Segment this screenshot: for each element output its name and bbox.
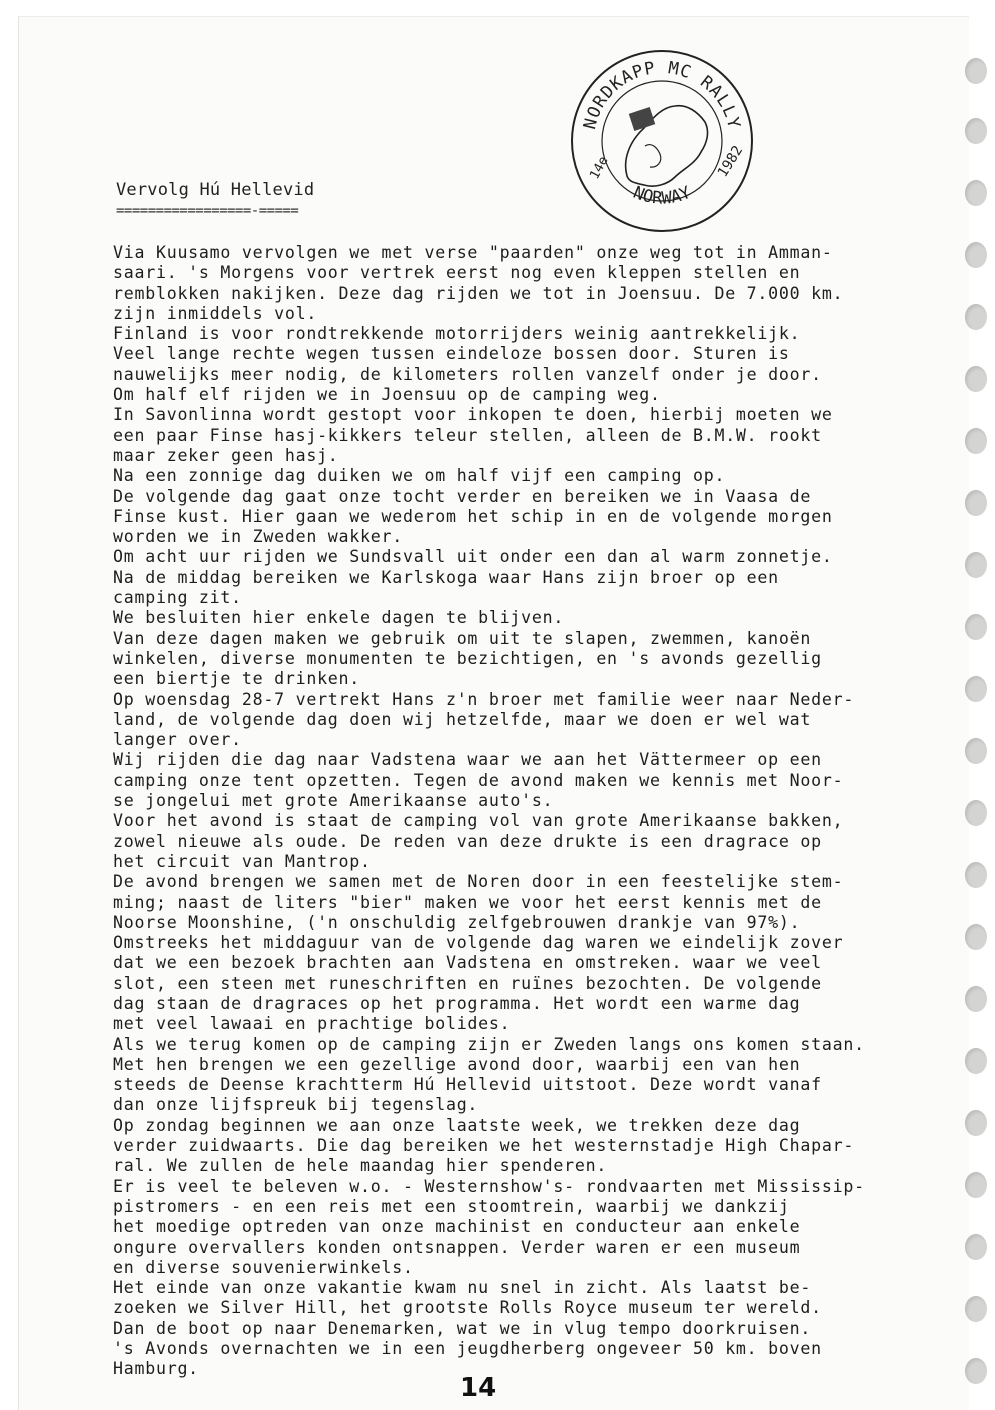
binder-hole xyxy=(965,366,987,392)
paragraph: Omstreeks het middaguur van de volgende dag waren we eindelijk zover dat we een bezoek brachten aan Vadstena en omstreken. waar we veel slot, een steen met runeschriften en ruïnes bezochten. De volgende dag staan de dragraces op het programma. Het wordt een warme dag met veel lawaai en prachtige bolides. xyxy=(113,933,844,1034)
binder-hole xyxy=(965,180,987,206)
paragraph: We besluiten hier enkele dagen te blijven. xyxy=(113,608,565,628)
paragraph: Op woensdag 28-7 vertrekt Hans z'n broer met familie weer naar Neder- land, de volgende dag doen wij hetzelfde, maar we doen er wel wat langer over. xyxy=(113,689,855,750)
binder-hole xyxy=(965,118,987,144)
paragraph: De avond brengen we samen met de Noren door in een feestelijke stem- ming; naast de liters "bier" maken we voor het eerst kennis met de Noorse Moonshine, ('n onschuldig zelfgebrouwen drankje van 97%). xyxy=(113,872,844,932)
binder-hole xyxy=(965,304,987,330)
binder-hole xyxy=(965,1048,987,1074)
seal-edition: 14e xyxy=(587,154,612,182)
paragraph: Via Kuusamo vervolgen we met verse "paarden" onze weg tot in Amman- saari. 's Morgens voor vertrek eerst nog even kleppen stellen en remblokken nakijken. Deze dag rijden we tot in Joensuu. De 7.000 km. zijn inmiddels vol. xyxy=(113,243,844,323)
binder-hole xyxy=(965,614,987,640)
binder-hole xyxy=(965,242,987,268)
article-body xyxy=(113,243,963,1380)
binder-hole xyxy=(965,924,987,950)
binder-hole xyxy=(965,676,987,702)
paragraph: De volgende dag gaat onze tocht verder en bereiken we in Vaasa de Finse kust. Hier gaan we wederom het schip in en de volgende morgen worden we in Zweden wakker. xyxy=(113,486,833,547)
binder-hole xyxy=(965,1110,987,1136)
binder-hole xyxy=(965,1358,987,1384)
binder-hole xyxy=(965,552,987,578)
binder-hole xyxy=(965,428,987,454)
binder-hole xyxy=(965,490,987,516)
seal-bottom-text: NORWAY xyxy=(630,182,694,209)
rally-seal-stamp xyxy=(567,46,757,236)
paragraph: Het einde van onze vakantie kwam nu snel in zicht. Als laatst be- zoeken we Silver Hill, het grootste Rolls Royce museum ter wereld. Dan de boot op naar Denemarken, wat we in vlug tempo doorkruisen. 's Avonds overnachten we in een jeugdherberg ongeveer 50 km. boven Hamburg. xyxy=(113,1278,822,1379)
binder-hole xyxy=(965,58,987,84)
binder-holes xyxy=(961,52,987,1409)
binder-hole xyxy=(965,1296,987,1322)
binder-hole xyxy=(965,1172,987,1198)
paragraph: Om acht uur rijden we Sundsvall uit onder een dan al warm zonnetje. Na de middag bereiken we Karlskoga waar Hans zijn broer op een camping zit. xyxy=(113,547,833,608)
page-number: 14 xyxy=(460,1373,497,1403)
paragraph: In Savonlinna wordt gestopt voor inkopen te doen, hierbij moeten we een paar Finse hasj-kikkers teleur stellen, alleen de B.M.W. rookt maar zeker geen hasj. xyxy=(113,405,833,465)
binder-hole xyxy=(965,986,987,1012)
binder-hole xyxy=(965,862,987,888)
article-heading: Vervolg Hú Hellevid xyxy=(116,180,315,200)
paragraph: Op zondag beginnen we aan onze laatste week, we trekken deze dag verder zuidwaarts. Die dag bereiken we het westernstadje High Chapar- ral. We zullen de hele maandag hier spenderen. xyxy=(113,1115,855,1176)
paragraph: Na een zonnige dag duiken we om half vijf een camping op. xyxy=(113,466,726,486)
paragraph: Finland is voor rondtrekkende motorrijders weinig aantrekkelijk. Veel lange rechte wegen tussen eindeloze bossen door. Sturen is nauwelijks meer nodig, de kilometers rollen vanzelf onder je door. Om half elf rijden we in Joensuu op de camping weg. xyxy=(113,324,822,405)
seal-emblem-icon xyxy=(629,107,655,131)
paragraph: Voor het avond is staat de camping vol van grote Amerikaanse bakken, zowel nieuwe als oude. De reden van deze drukte is een dragrace op het circuit van Mantrop. xyxy=(113,811,844,871)
paragraph: Er is veel te beleven w.o. - Westernshow's- rondvaarten met Mississip- pistromers - en een reis met een stoomtrein, waarbij we dankzij het moedige optreden van onze machinist en conducteur aan enkele ongure overvallers konden ontsnappen. Verder waren er een museum en diverse souvenierwinkels. xyxy=(113,1176,865,1277)
binder-hole xyxy=(965,738,987,764)
seal-top-text: NORDKAPP MC RALLY xyxy=(580,58,744,132)
binder-hole xyxy=(965,800,987,826)
paragraph: Wij rijden die dag naar Vadstena waar we aan het Vättermeer op een camping onze tent opzetten. Tegen de avond maken we kennis met Noor- se jongelui met grote Amerikaanse auto's. xyxy=(113,750,844,811)
paragraph: Als we terug komen op de camping zijn er Zweden langs ons komen staan. Met hen brengen we een gezellige avond door, waarbij een van hen steeds de Deense krachtterm Hú Hellevid uitstoot. Deze wordt vanaf dan onze lijfspreuk bij tegenslag. xyxy=(113,1034,865,1115)
heading-underline: =================-===== xyxy=(116,203,299,219)
paragraph: Van deze dagen maken we gebruik om uit te slapen, zwemmen, kanoën winkelen, diverse monumenten te bezichtigen, en 's avonds gezellig een biertje te drinken. xyxy=(113,628,822,689)
binder-hole xyxy=(965,1234,987,1260)
seal-year: 1982 xyxy=(714,143,747,181)
